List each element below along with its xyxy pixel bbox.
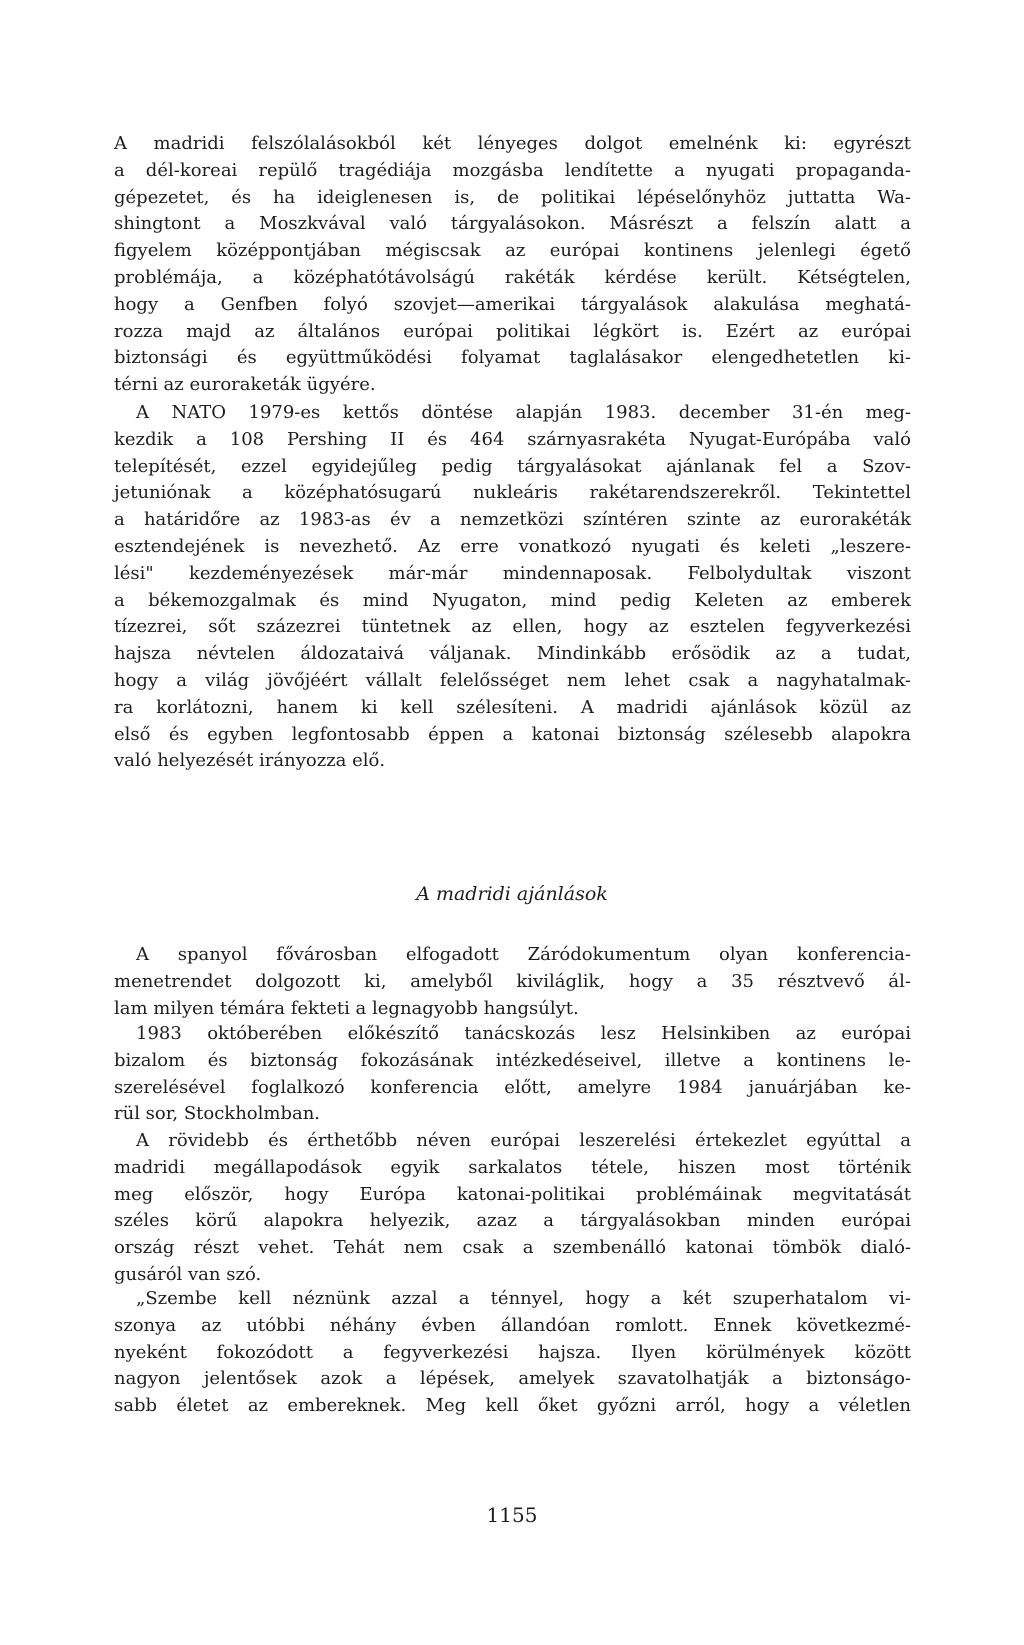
text-line: széles körű alapokra helyezik, azaz a tárgyalásokban minden európai	[114, 1210, 911, 1232]
text-line: telepítését, ezzel egyidejűleg pedig tárgyalásokat ajánlanak fel a Szov-	[114, 455, 911, 477]
text-line: A madridi felszólalásokból két lényeges dolgot emelnénk ki: egyrészt	[114, 133, 911, 154]
text-line: „Szembe kell néznünk azzal a ténnyel, hogy a két szuperhatalom vi-	[136, 1288, 911, 1309]
text-line: lési" kezdeményezések már-már mindennaposak. Felbolydultak viszont	[114, 562, 911, 584]
text-line: a határidőre az 1983-as év a nemzetközi színtéren szinte az eurorakéták	[114, 509, 911, 531]
text-line: 1983 októberében előkészítő tanácskozás lesz Helsinkiben az európai	[136, 1023, 911, 1044]
text-line: rozza majd az általános európai politikai légkört is. Ezért az európai	[114, 320, 911, 342]
text-line: ra korlátozni, hanem ki kell szélesíteni. A madridi ajánlások közül az	[114, 696, 911, 718]
text-line: figyelem középpontjában mégiscsak az európai kontinens jelenlegi égető	[114, 240, 911, 262]
text-line: rül sor, Stockholmban.	[114, 1103, 321, 1125]
text-line: problémája, a középhatótávolságú rakéták kérdése került. Kétségtelen,	[114, 267, 911, 288]
text-line: szonya az utóbbi néhány évben állandóan romlott. Ennek következmé-	[114, 1314, 911, 1336]
text-line: első és egyben legfontosabb éppen a katonai biztonság szélesebb alapokra	[114, 723, 911, 745]
text-line: gépezetet, és ha ideiglenesen is, de politikai lépéselőnyhöz juttatta Wa-	[114, 186, 911, 208]
text-line: szerelésével foglalkozó konferencia előtt, amelyre 1984 januárjában ke-	[114, 1076, 911, 1098]
text-line: kezdik a 108 Pershing II és 464 szárnyasrakéta Nyugat-Európába való	[114, 428, 911, 450]
text-line: lam milyen témára fekteti a legnagyobb hangsúlyt.	[114, 997, 579, 1019]
text-line: nyeként fokozódott a fegyverkezési hajsza. Ilyen körülmények között	[114, 1341, 911, 1363]
text-line: gusáról van szó.	[114, 1264, 262, 1285]
text-line: ország részt vehet. Tehát nem csak a szembenálló katonai tömbök dialó-	[114, 1237, 911, 1259]
text-line: bizalom és biztonság fokozásának intézkedéseivel, illetve a kontinens le-	[114, 1049, 911, 1071]
text-line: shingtont a Moszkvával való tárgyalásokon. Másrészt a felszín alatt a	[114, 213, 911, 235]
text-line: sabb életet az embereknek. Meg kell őket győzni arról, hogy a véletlen	[114, 1395, 911, 1417]
text-line: hogy a Genfben folyó szovjet—amerikai tárgyalások alakulása meghatá-	[114, 293, 911, 315]
text-line: madridi megállapodások egyik sarkalatos tétele, hiszen most történik	[114, 1156, 911, 1178]
text-line: esztendejének is nevezhető. Az erre vonatkozó nyugati és keleti „leszere-	[114, 536, 911, 557]
text-line: biztonsági és együttműködési folyamat taglalásakor elengedhetetlen ki-	[114, 347, 911, 369]
text-line: a dél-koreai repülő tragédiája mozgásba lendítette a nyugati propaganda-	[114, 159, 911, 181]
page-number: 1155	[486, 1503, 538, 1527]
text-line: meg először, hogy Európa katonai-politikai problémáinak megvitatását	[114, 1183, 911, 1205]
text-line: térni az euroraketák ügyére.	[114, 374, 376, 396]
text-line: hajsza névtelen áldozataivá váljanak. Mindinkább erősödik az a tudat,	[114, 643, 911, 665]
text-line: hogy a világ jövőjéért vállalt felelősséget nem lehet csak a nagyhatalmak-	[114, 670, 911, 691]
text-line: A rövidebb és érthetőbb néven európai leszerelési értekezlet egyúttal a	[136, 1130, 911, 1151]
text-line: való helyezését irányozza elő.	[114, 750, 386, 772]
text-line: menetrendet dolgozott ki, amelyből kiviláglik, hogy a 35 résztvevő ál-	[114, 970, 911, 992]
text-line: a békemozgalmak és mind Nyugaton, mind pedig Keleten az emberek	[114, 589, 911, 611]
text-line: A NATO 1979-es kettős döntése alapján 1983. december 31-én meg-	[136, 402, 911, 423]
text-line: jetuniónak a középhatósugarú nukleáris rakétarendszerekről. Tekintettel	[114, 482, 911, 504]
section-heading: A madridi ajánlások	[416, 883, 608, 905]
text-line: A spanyol fővárosban elfogadott Záródokumentum olyan konferencia-	[136, 944, 911, 965]
text-line: tízezrei, sőt százezrei tüntetnek az ellen, hogy az esztelen fegyverkezési	[114, 616, 911, 638]
text-line: nagyon jelentősek azok a lépések, amelyek szavatolhatják a biztonságo-	[114, 1368, 911, 1390]
